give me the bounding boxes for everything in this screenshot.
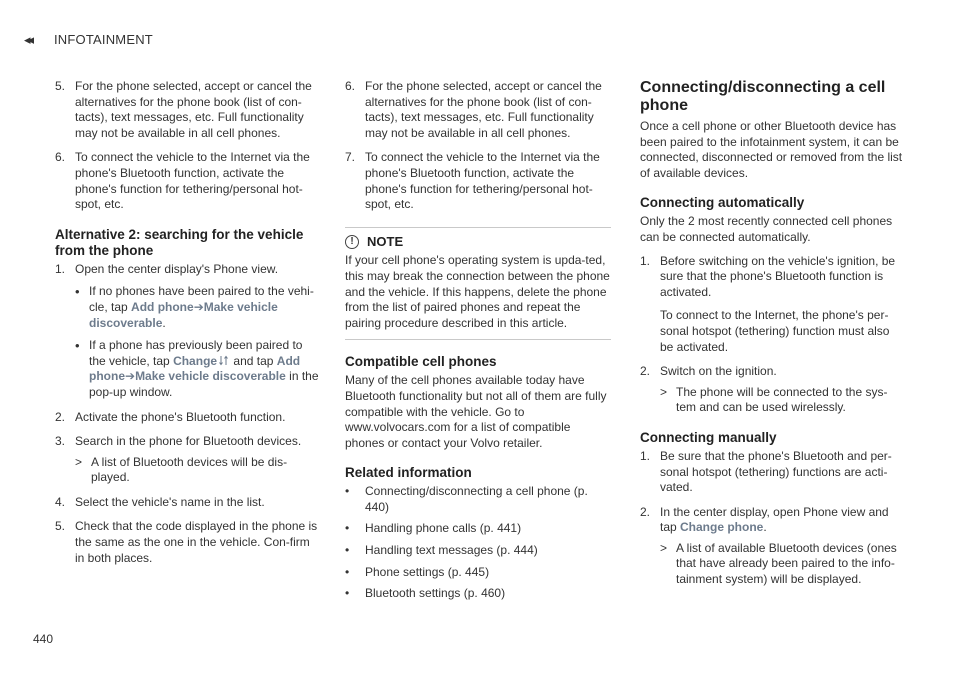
step-number: 6. [55,150,66,165]
bullet-dot: • [75,338,80,354]
step-number: 6. [345,79,356,93]
step-result [660,541,906,588]
step-text: Switch on the ignition. [660,364,777,379]
page-number: 440 [33,632,54,646]
connecting-automatically-heading: Connecting automatically [640,195,805,211]
step-number: 7. [345,150,356,165]
step-text: Search in the phone for Bluetooth devices. [75,434,302,449]
list-item [345,79,611,141]
step-text: Open the center display's Phone view. [75,261,279,276]
list-item [55,519,321,566]
list-item [55,150,321,212]
bullet-dot: • [345,564,350,579]
bullet-text-end: . [162,315,166,330]
list-item [640,254,906,356]
step-number: 4. [55,494,66,509]
intro-text: Once a cell phone or other Bluetooth device has been paired to the infotainment system, it can be connected, disconnected or removed from the list of available devices. [640,119,903,180]
bullet-text: If a phone has previously been paired to the vehicle, tap [89,338,303,368]
related-link[interactable] [345,565,611,581]
related-link[interactable] [345,543,611,559]
bullet-text-end: in the pop-up window. [89,369,319,399]
compatible-phones-text: Many of the cell phones available today have Bluetooth functionality but not all of them are fully compatible with the vehicle. Go to www.volvocars.com for a list of compatible phones or contact your Volvo retailer. [345,373,607,450]
step-text: Activate the phone's Bluetooth function. [75,409,286,424]
step-number: 1. [55,261,66,276]
result-text: A list of Bluetooth devices will be dis-played. [91,454,288,485]
related-link-text[interactable]: Handling phone calls (p. 441) [365,521,522,536]
result-text: The phone will be connected to the sys-tem and can be used wirelessly. [676,384,888,415]
related-information-heading: Related information [345,465,472,481]
column-right [640,79,906,597]
related-link[interactable] [345,484,611,515]
step-number: 1. [640,253,651,268]
step-number: 5. [55,519,66,534]
step-number: 5. [55,79,66,93]
step-text: For the phone selected, accept or cancel the alternatives for the phone book (list of con-tacts), text messages, etc. Full functionality may not be available in all cell phones. [75,79,312,140]
column-left [55,79,321,575]
section-header: INFOTAINMENT [54,32,153,47]
list-item [640,449,906,496]
main-section-heading: Connecting/disconnecting a cell phone [640,79,886,114]
connecting-automatically-text: Only the 2 most recently connected cell phones can be connected automatically. [640,214,893,244]
bullet-item [75,338,321,400]
compatible-phones-heading: Compatible cell phones [345,354,497,370]
make-vehicle-discoverable-label: Make vehicle discoverable [135,369,286,384]
step-number: 2. [55,409,66,424]
step-text-end: . [763,520,767,535]
note-text: If your cell phone's operating system is upda-ted, this may break the connection between the phone and the vehicle. If this happens, delete the phone from the list of paired phones and repeat the pairing procedure described in this article. [345,253,610,330]
bullet-dot: • [345,484,350,499]
list-item [55,410,321,426]
step-text: In the center display, open Phone view and tap [660,504,889,535]
note-label: NOTE [367,233,404,249]
bullet-dot: • [345,586,350,601]
bullet-dot: • [345,543,350,558]
bullet-dot: • [345,521,350,536]
list-item [55,79,321,141]
step-text: Be sure that the phone's Bluetooth and per-sonal hotspot (tethering) functions are acti-vated. [660,448,892,495]
list-item [55,262,321,401]
step-text: To connect the vehicle to the Internet via the phone's Bluetooth function, activate the phone's function for tethering/personal hot-spot, etc. [365,150,600,212]
list-item [640,364,906,416]
alternative-2-heading: Alternative 2: searching for the vehicle from the phone [55,226,304,258]
bullet-dot: • [75,284,80,300]
bullet-item [75,284,321,331]
step-text: Select the vehicle's name in the list. [75,494,265,509]
related-link-text[interactable]: Bluetooth settings (p. 460) [365,586,506,601]
step-number: 2. [640,364,651,379]
list-item [345,150,611,212]
add-phone-label: Add phone [89,353,301,384]
result-marker: > [660,384,668,399]
list-item [55,495,321,511]
note-header [345,234,611,250]
related-link[interactable] [345,521,611,537]
connecting-manually-heading: Connecting manually [640,429,777,445]
step-number: 1. [640,448,651,463]
change-label: Change [173,353,218,368]
exclamation-circle-icon: ! [345,235,359,249]
step-number: 2. [640,504,651,519]
note-box [345,227,611,341]
previous-page-arrows[interactable]: ◂◂ [24,32,32,47]
step-text: Check that the code displayed in the phone is the same as the one in the vehicle. Con-firm in both places. [75,519,318,565]
arrow-right-icon: ➔ [193,299,204,314]
bullet-text: If no phones have been paired to the vehi-cle, tap [89,284,314,314]
step-text: To connect the vehicle to the Internet via the phone's Bluetooth function, activate the phone's function for tethering/personal hot-spot, etc. [75,150,310,212]
step-result [75,455,321,486]
list-item [640,505,906,588]
add-phone-label: Add phone [131,299,194,314]
related-link-text[interactable]: Connecting/disconnecting a cell phone (p. 440) [365,484,588,514]
related-link-text[interactable]: Phone settings (p. 445) [365,564,490,579]
step-number: 3. [55,434,66,449]
list-item [55,434,321,486]
result-marker: > [75,454,83,469]
result-marker: > [660,540,668,555]
related-list [345,484,611,602]
related-link[interactable] [345,586,611,602]
step-text: Before switching on the vehicle's ignition, be sure that the phone's Bluetooth function is activated. [660,253,896,299]
related-link-text[interactable]: Handling text messages (p. 444) [365,543,538,558]
swap-icon [219,355,228,366]
step-result [660,385,906,416]
bullet-text: and tap [230,353,277,368]
column-middle [345,79,611,608]
change-phone-label: Change phone [680,520,764,535]
result-text: A list of available Bluetooth devices (ones that have already been paired to the info-tainment system) will be displayed. [676,540,897,587]
arrow-right-icon: ➔ [125,369,136,384]
step-text: For the phone selected, accept or cancel the alternatives for the phone book (list of con-tacts), text messages, etc. Full functionality may not be available in all cell phones. [365,79,602,140]
make-vehicle-discoverable-label: Make vehicle discoverable [89,299,278,330]
step-extra-text: To connect to the Internet, the phone's per-sonal hotspot (tethering) function must also be activated. [660,308,890,354]
